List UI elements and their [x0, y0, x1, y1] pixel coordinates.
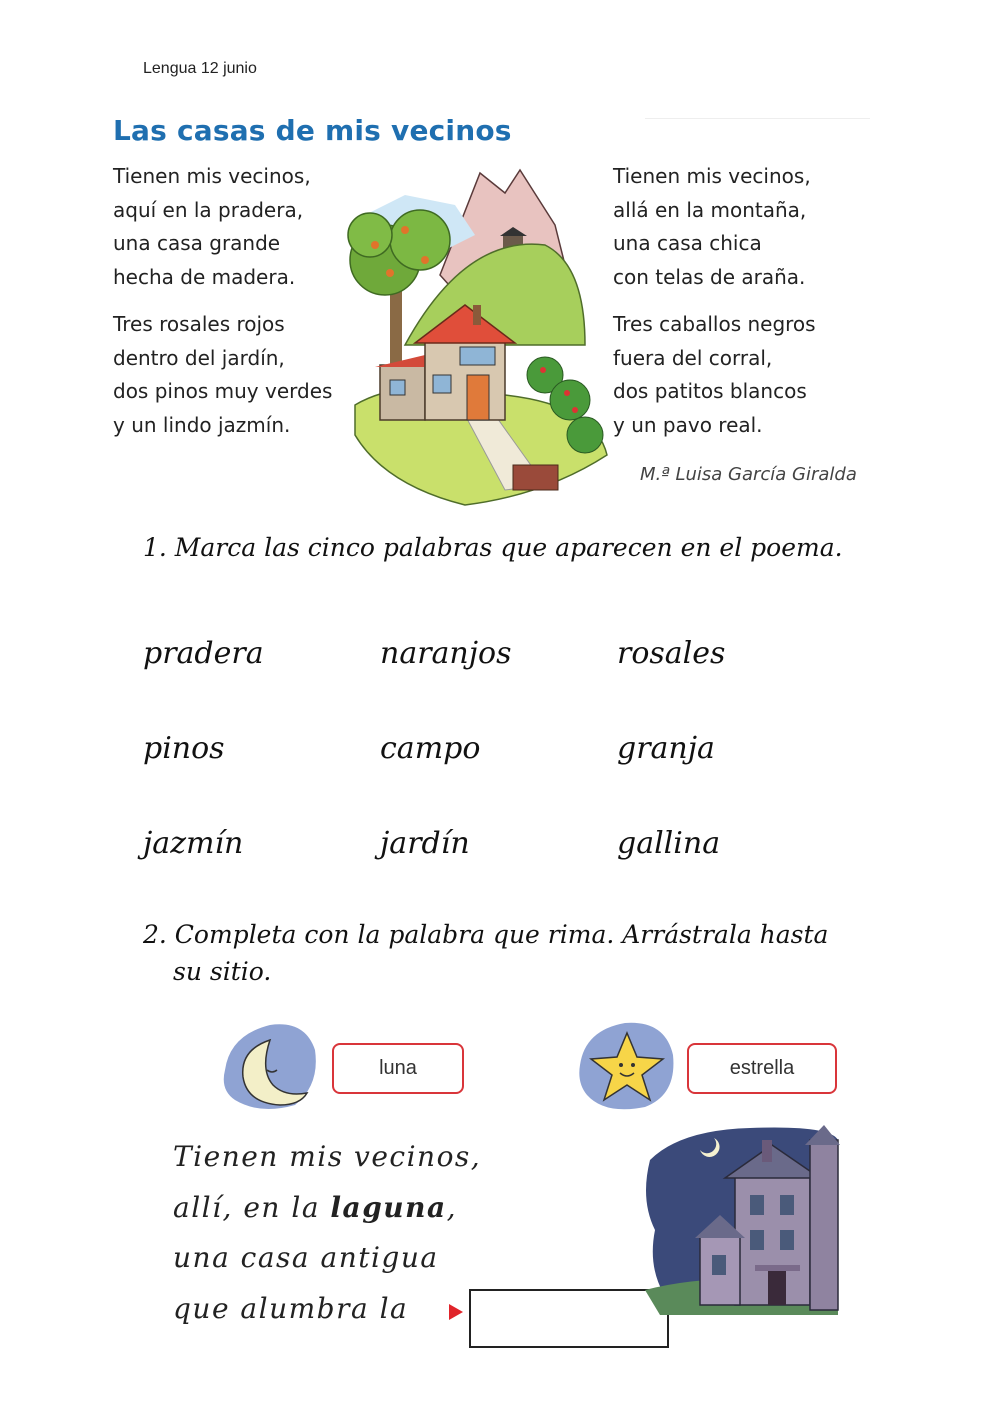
moon-icon — [215, 1015, 325, 1115]
poem-line: aquí en la pradera, — [113, 197, 304, 222]
answer-luna-button[interactable]: luna — [332, 1043, 464, 1094]
poem-line: allá en la montaña, — [613, 197, 807, 222]
poem2-line-4: que alumbra la — [173, 1292, 409, 1325]
night-house-illustration — [640, 1120, 840, 1320]
left-stanza-2 — [113, 308, 332, 442]
poem2-bold-word: laguna — [330, 1191, 447, 1224]
answer-drop-zone[interactable] — [469, 1289, 669, 1348]
poem-title: Las casas de mis vecinos — [113, 114, 512, 147]
arrow-right-icon — [449, 1304, 463, 1320]
poem-line: una casa chica — [613, 231, 762, 255]
answer-estrella-button[interactable]: estrella — [687, 1043, 837, 1094]
right-stanza-2 — [613, 308, 816, 442]
word-option[interactable]: jazmín — [143, 826, 244, 861]
poem2-line-3: una casa antigua — [173, 1241, 439, 1274]
poem-line: con telas de araña. — [613, 264, 806, 289]
poem-line: fuera del corral, — [613, 345, 773, 370]
poem2-line-1: Tienen mis vecinos, — [173, 1140, 482, 1173]
left-stanza-1 — [113, 160, 311, 294]
star-icon — [575, 1015, 680, 1115]
poem-line: Tres rosales rojos — [113, 312, 285, 336]
word-option[interactable]: naranjos — [380, 636, 512, 671]
poem-line: Tienen mis vecinos, — [613, 164, 811, 188]
word-option[interactable]: gallina — [617, 826, 721, 861]
poem-line: dos pinos muy verdes — [113, 379, 333, 403]
word-option[interactable]: pinos — [143, 731, 225, 766]
poem-line: una casa grande — [113, 231, 281, 255]
poem-line: dos patitos blancos — [613, 379, 807, 403]
exercise1-question: 1. Marca las cinco palabras que aparecen en el poema. — [143, 533, 843, 562]
poem-line: y un pavo real. — [613, 412, 763, 437]
poem-line: Tres caballos negros — [613, 312, 816, 336]
word-option[interactable]: granja — [617, 731, 715, 766]
poem-line: hecha de madera. — [113, 264, 296, 289]
house-illustration — [345, 165, 610, 515]
page-header: Lengua 12 junio — [143, 60, 257, 77]
exercise2-question-line1: 2. Completa con la palabra que rima. Arrástrala hasta — [143, 920, 829, 949]
word-option[interactable]: campo — [380, 731, 481, 766]
right-stanza-1 — [613, 160, 811, 294]
title-rule — [645, 118, 870, 119]
poem-line: dentro del jardín, — [113, 345, 285, 370]
exercise2-question-line2: su sitio. — [173, 957, 272, 986]
poem2-line-2-post: , — [446, 1191, 458, 1224]
poem2-line-2 — [173, 1191, 457, 1224]
poem2-line-2-pre: allí, en la — [173, 1191, 331, 1224]
poem-author: M.ª Luisa García Giralda — [640, 464, 857, 485]
poem-line: Tienen mis vecinos, — [113, 164, 311, 188]
word-option[interactable]: pradera — [143, 636, 264, 671]
poem-line: y un lindo jazmín. — [113, 412, 291, 437]
word-option[interactable]: jardín — [380, 826, 470, 861]
word-option[interactable]: rosales — [617, 636, 726, 671]
